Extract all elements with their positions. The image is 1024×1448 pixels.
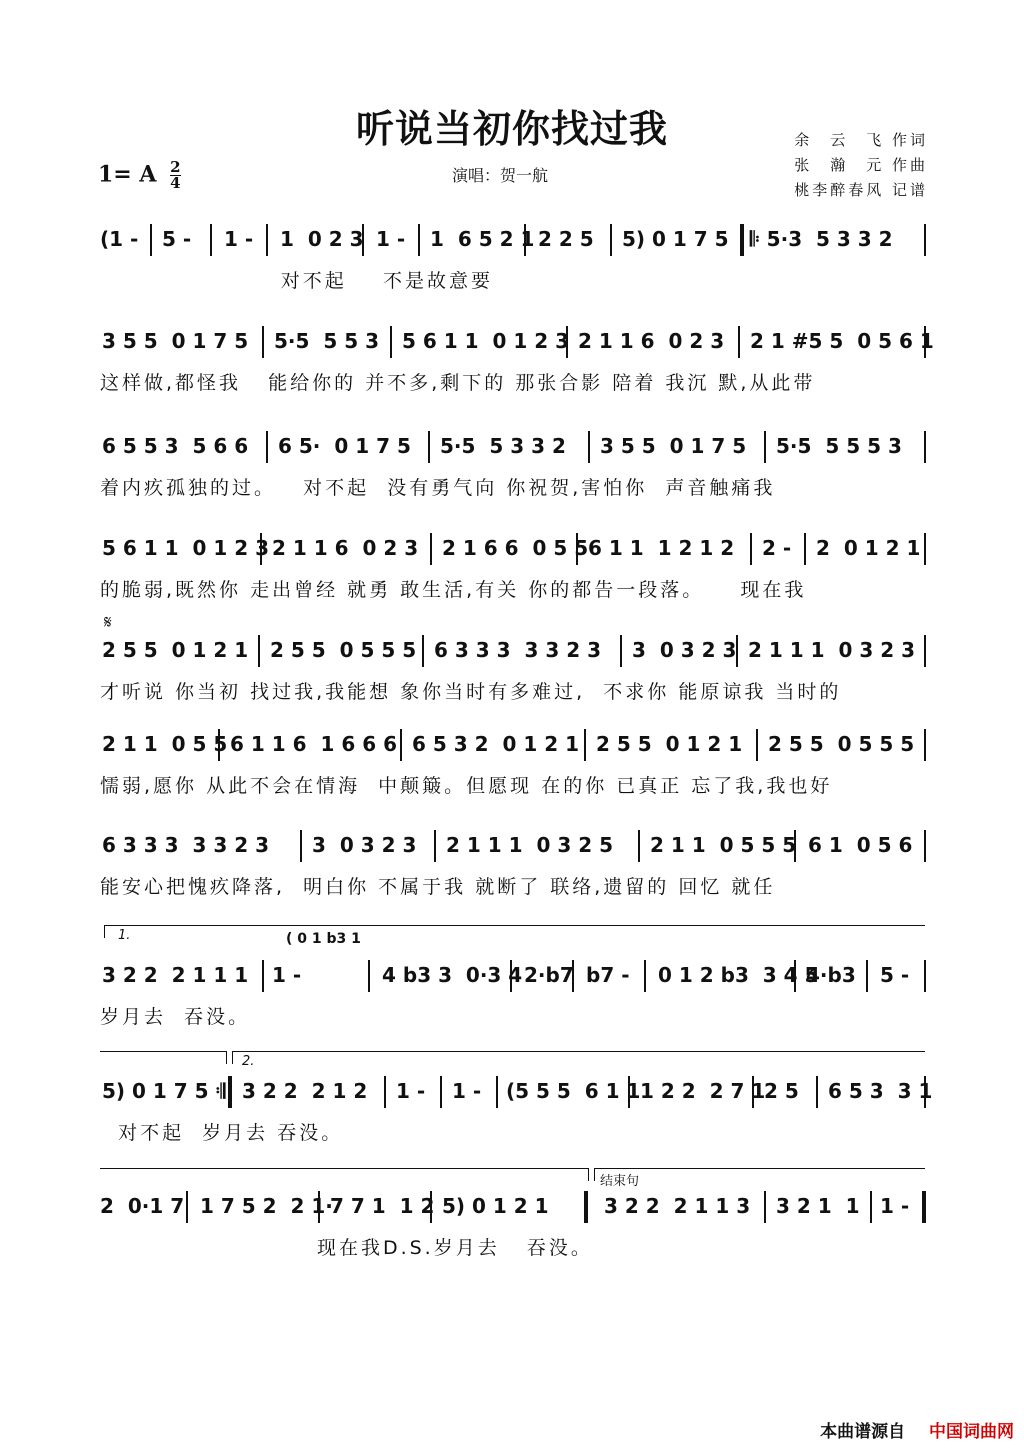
measure: 1 2 2 2 7 1 [640,1079,766,1103]
barline [368,960,370,992]
footer-site-link[interactable]: 中国词曲网 [929,1422,1014,1442]
barline [218,729,220,761]
measure: 6 3 3 3 3 3 2 3 [434,638,602,662]
measure: (1 - [100,227,139,251]
lyric-row-3: 着内疚孤独的过。 对不起 没有勇气向 你祝贺,害怕你 声音触痛我 [100,477,776,499]
measure: 2 1 1 1 0 3 2 3 [748,638,916,662]
barline [924,533,926,565]
notes-row-1 [100,226,926,256]
measure: 1 - [272,963,302,987]
barline [318,1191,320,1223]
measure: 2 5 5 0 1 2 1 [596,732,743,756]
measure: 6 5· 0 1 7 5 [278,434,411,458]
notes-row-5 [100,637,926,667]
measure: 6 1 1 1 2 1 2 [588,536,735,560]
barline [750,533,752,565]
measure: 5·5 5 5 5 3 [776,434,902,458]
barline [384,1076,386,1108]
volta-end-marker [100,1168,589,1181]
volta-1-label: 1. [118,928,131,943]
barline [390,326,392,358]
measure: 6 1 0 5 6 [808,833,913,857]
measure: 5) 0 1 7 5 [622,227,729,251]
measure: 5) 0 1 2 1 [442,1194,549,1218]
barline [610,224,612,256]
measure: 5 - [162,227,192,251]
lyricist-credit: 余 云 飞 作词 [794,131,928,149]
score-line-5 [100,637,926,729]
measure: 2 1 1 6 0 2 3 [272,536,419,560]
measure: 𝄆 5·3 5 3 3 2 [750,227,893,251]
lyric-row-4: 的脆弱,既然你 走出曾经 就勇 敢生活,有关 你的都告一段落。 现在我 [100,579,807,601]
barline [524,224,526,256]
barline [150,224,152,256]
score-line-6 [100,731,926,823]
volta-bracket-2 [232,1051,925,1064]
measure: 6 5 3 2 0 1 2 1 [412,732,580,756]
lyric-row-6: 懦弱,愿你 从此不会在情海 中颠簸。但愿现 在的你 已真正 忘了我,我也好 [100,775,833,797]
measure: 7 7 1 1 2 [330,1194,435,1218]
score-line-8 [100,962,926,1054]
notes-row-3 [100,433,926,463]
measure: 5 6 1 1 0 1 2 3 [102,536,270,560]
score-line-7 [100,832,926,924]
double-barline [584,1191,588,1223]
measure: 3 2 2 2 1 1 1 [102,963,249,987]
repeat-barline [228,1076,232,1108]
barline [924,729,926,761]
barline [644,960,646,992]
measure: 3 0 3 2 3 [632,638,737,662]
notes-row-4 [100,535,926,565]
barline [434,830,436,862]
measure: 3 5 5 0 1 7 5 [600,434,747,458]
measure: 3 5 5 0 1 7 5 [102,329,249,353]
composer-credit: 张 瀚 元 作曲 [794,156,928,174]
barline [764,1191,766,1223]
barline [584,729,586,761]
measure: 5·5 5 5 3 [274,329,380,353]
measure: 6 5 3 3 1 [828,1079,933,1103]
measure: 2 1 1 0 5 5 5 [650,833,797,857]
measure: 4 b3 3 0·3 4 [382,963,523,987]
measure: 6 3 3 3 3 3 2 3 [102,833,270,857]
key-signature [98,160,181,191]
barline [260,533,262,565]
barline [496,1076,498,1108]
barline [430,533,432,565]
measure: 2 0 1 2 1 [816,536,921,560]
barline [186,1191,188,1223]
barline [210,224,212,256]
lyric-row-2: 这样做,都怪我 能给你的 并不多,剩下的 那张合影 陪着 我沉 默,从此带 [100,372,816,394]
final-barline [922,1191,926,1223]
measure: 2 - [762,536,792,560]
song-title: 听说当初你找过我 [355,106,668,151]
measure: 4·b3 [806,963,856,987]
notes-row-8 [100,962,926,992]
barline [756,729,758,761]
credits [794,128,928,203]
measure: 5 6 1 1 0 1 2 3 [402,329,570,353]
barline [638,830,640,862]
measure: 1 6 5 2 1 [430,227,535,251]
barline [576,533,578,565]
barline [510,960,512,992]
repeat-barline [740,224,744,256]
barline [924,224,926,256]
barline [258,635,260,667]
measure: 1 - [452,1079,482,1103]
barline [588,431,590,463]
measure: 6 5 5 3 5 6 6 [102,434,249,458]
notes-row-9 [100,1078,933,1108]
barline [924,960,926,992]
measure: b7 - [586,963,630,987]
transcriber-credit: 桃李醉春风 记谱 [794,181,928,199]
measure: 2 5 5 0 5 5 5 [768,732,915,756]
time-signature [170,160,180,191]
measure: 2 0·1 7 [100,1194,185,1218]
barline [736,635,738,667]
time-bottom: 4 [170,174,181,192]
barline [566,326,568,358]
notes-row-6 [100,731,926,761]
ending-bracket [594,1168,925,1181]
lyric-row-5: 才听说 你当初 找过我,我能想 象你当时有多难过, 不求你 能原谅我 当时的 [100,681,842,703]
barline [794,960,796,992]
score-line-1 [100,226,926,318]
measure: 5 - [880,963,910,987]
measure: 1 7 5 2 2 1· [200,1194,333,1218]
measure: 2 1 #5 5 0 5 6 1 [750,329,934,353]
measure: 1 - [224,227,254,251]
score-line-9 [100,1078,933,1170]
lyric-row-7: 能安心把愧疚降落, 明白你 不属于我 就断了 联络,遗留的 回忆 就任 [100,876,776,898]
measure: 1 - [880,1194,910,1218]
time-top: 2 [170,158,181,176]
lyric-row-8: 岁月去 吞没。 [100,1006,251,1028]
segno-sign: 𝄋 [104,612,112,633]
lyric-row-10: 现在我D.S.岁月去 吞没。 [100,1237,593,1259]
barline [816,1076,818,1108]
footer-source: 本曲谱源自 [820,1422,906,1442]
barline [262,326,264,358]
measure: (5 5 5 6 1 1 [506,1079,641,1103]
notes-row-7 [100,832,926,862]
barline [866,960,868,992]
barline [422,635,424,667]
score-line-2 [100,328,934,420]
barline [924,635,926,667]
barline [400,729,402,761]
measure: 2 1 1 6 0 2 3 [578,329,725,353]
footer [820,1417,1014,1442]
notes-row-10 [100,1193,926,1223]
volta-1-intro: ( 0 1 b3 1 [286,931,361,947]
measure: 2·b7 [524,963,574,987]
barline [266,224,268,256]
score-line-10 [100,1193,926,1285]
measure: 3 2 1 1 [776,1194,860,1218]
volta-2-label: 2. [242,1054,255,1069]
measure: 5) 0 1 7 5 𝄇 [102,1079,226,1103]
barline [362,224,364,256]
measure: 1 - [376,227,406,251]
lyric-row-1: 对不起 不是故意要 [100,270,493,292]
measure: 5·5 5 3 3 2 [440,434,566,458]
measure: 3 0 3 2 3 [312,833,417,857]
volta-1-end [100,1051,227,1064]
barline [628,1076,630,1108]
barline [418,224,420,256]
ending-label: 结束句 [600,1174,640,1189]
barline [924,326,926,358]
barline [870,1191,872,1223]
barline [430,1191,432,1223]
barline [924,431,926,463]
score-line-4 [100,535,926,627]
barline [804,533,806,565]
measure: 2 1 1 1 0 3 2 5 [446,833,614,857]
measure: 6 1 1 6 1 6 6 6 [230,732,398,756]
notes-row-2 [100,328,934,358]
measure: 2 5 [764,1079,799,1103]
barline [262,960,264,992]
barline [752,1076,754,1108]
measure: 2 1 6 6 0 5 5 [442,536,589,560]
barline [794,830,796,862]
measure: 2 1 1 0 5 5 [102,732,228,756]
barline [440,1076,442,1108]
singer-credit: 演唱：贺一航 [452,166,549,185]
measure: 3 2 2 2 1 2 [242,1079,368,1103]
barline [924,830,926,862]
barline [738,326,740,358]
volta-bracket-1 [104,925,925,938]
barline [764,431,766,463]
barline [300,830,302,862]
key-label: 1= A [98,161,157,188]
barline [266,431,268,463]
measure: 0 1 2 b3 3 4 5 [658,963,819,987]
lyric-row-9: 对不起 岁月去 吞没。 [100,1122,344,1144]
score-line-3 [100,433,926,525]
barline [924,1076,926,1108]
measure: 1 - [396,1079,426,1103]
measure: 3 2 2 2 1 1 3 [604,1194,751,1218]
barline [572,960,574,992]
barline [428,431,430,463]
measure: 2 5 5 0 5 5 5 [270,638,417,662]
measure: 2 2 5 [538,227,594,251]
barline [620,635,622,667]
measure: 1 0 2 3 [280,227,364,251]
measure: 2 5 5 0 1 2 1 [102,638,249,662]
